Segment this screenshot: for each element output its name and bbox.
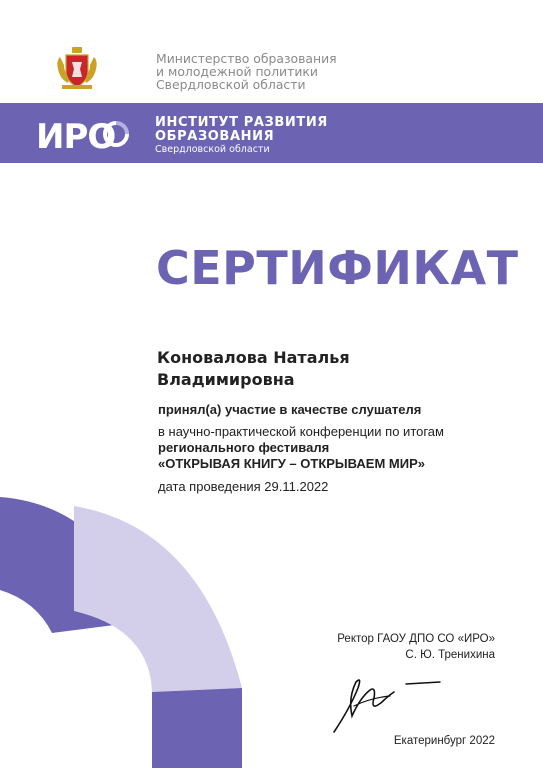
signatory-block bbox=[337, 631, 495, 663]
institute-line-1: ИНСТИТУТ РАЗВИТИЯ bbox=[155, 115, 328, 130]
institute-line-3: Свердловской области bbox=[155, 144, 270, 155]
event-line-1: в научно-практической конференции по итогам bbox=[158, 424, 444, 439]
event-line-3: «ОТКРЫВАЯ КНИГУ – ОТКРЫВАЕМ МИР» bbox=[158, 456, 425, 471]
recipient-name-line-2: Владимировна bbox=[157, 370, 295, 389]
participation-role: принял(а) участие в качестве слушателя bbox=[158, 402, 422, 417]
coat-of-arms-icon bbox=[54, 47, 100, 91]
certificate-title: СЕРТИФИКАТ bbox=[156, 241, 519, 295]
recipient-name-line-1: Коновалова Наталья bbox=[157, 348, 350, 367]
ministry-line-2: и молодежной политики bbox=[156, 64, 318, 79]
ministry-name bbox=[156, 52, 337, 91]
institute-line-2: ОБРАЗОВАНИЯ bbox=[155, 129, 275, 144]
event-line-2: регионального фестиваля bbox=[158, 440, 330, 455]
decorative-ring bbox=[0, 490, 250, 768]
event-date: дата проведения 29.11.2022 bbox=[158, 479, 329, 494]
ministry-line-1: Министерство образования bbox=[156, 51, 337, 66]
iro-logo bbox=[36, 117, 132, 151]
recipient-name bbox=[157, 347, 350, 391]
institute-name bbox=[155, 116, 328, 156]
signature-image bbox=[330, 668, 445, 736]
ministry-line-3: Свердловской области bbox=[156, 77, 306, 92]
iro-logo-text: ИРО bbox=[36, 117, 116, 151]
signatory-name: С. Ю. Тренихина bbox=[405, 649, 495, 661]
signatory-position: Ректор ГАОУ ДПО СО «ИРО» bbox=[337, 633, 495, 645]
place-and-year: Екатеринбург 2022 bbox=[393, 735, 495, 747]
